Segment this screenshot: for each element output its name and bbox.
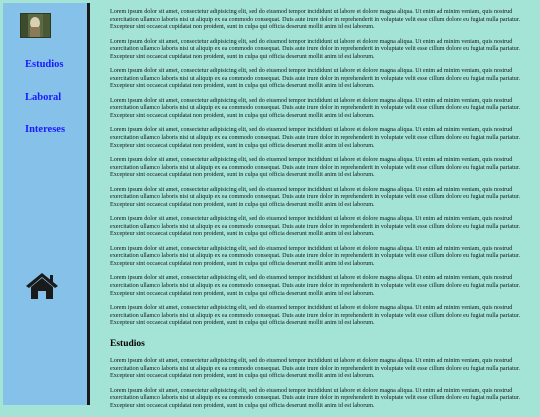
lorem-paragraph: Lorem ipsum dolor sit amet, consectetur adipisicing elit, sed do eiusmod tempor incididunt ut labore et dolore magna aliqua. Ut enim ad minim veniam, quis nostrud exercitation ullamco laboris nisi ut aliquip ex ea commodo consequat. Duis aute irure dolor in reprehenderit in voluptate velit esse cillum dolore eu fugiat nulla pariatur. Excepteur sint occaecat cupidatat non proident, sunt in culpa qui officia deserunt mollit anim id est laborum. <box>110 304 521 327</box>
home-icon[interactable] <box>25 272 59 300</box>
nav-link-estudios[interactable]: Estudios <box>25 59 64 70</box>
lorem-paragraph: Lorem ipsum dolor sit amet, consectetur adipisicing elit, sed do eiusmod tempor incididunt ut labore et dolore magna aliqua. Ut enim ad minim veniam, quis nostrud exercitation ullamco laboris nisi ut aliquip ex ea commodo consequat. Duis aute irure dolor in reprehenderit in voluptate velit esse cillum dolore eu fugiat nulla pariatur. Excepteur sint occaecat cupidatat non proident, sunt in culpa qui officia deserunt mollit anim id est laborum. <box>110 358 521 380</box>
lorem-paragraph: Lorem ipsum dolor sit amet, consectetur adipisicing elit, sed do eiusmod tempor incididunt ut labore et dolore magna aliqua. Ut enim ad minim veniam, quis nostrud exercitation ullamco laboris nisi ut aliquip ex ea commodo consequat. Duis aute irure dolor in reprehenderit in voluptate velit esse cillum dolore eu fugiat nulla pariatur. Excepteur sint occaecat cupidatat non proident, sunt in culpa qui officia deserunt mollit anim id est laborum. <box>110 216 521 238</box>
sidebar <box>3 3 90 405</box>
lorem-paragraph: Lorem ipsum dolor sit amet, consectetur adipisicing elit, sed do eiusmod tempor incididunt ut labore et dolore magna aliqua. Ut enim ad minim veniam, quis nostrud exercitation ullamco laboris nisi ut aliquip ex ea commodo consequat. Duis aute irure dolor in reprehenderit in voluptate velit esse cillum dolore eu fugiat nulla pariatur. Excepteur sint occaecat cupidatat non proident, sunt in culpa qui officia deserunt mollit anim id est laborum. <box>110 38 521 60</box>
lorem-paragraph: Lorem ipsum dolor sit amet, consectetur adipisicing elit, sed do eiusmod tempor incididunt ut labore et dolore magna aliqua. Ut enim ad minim veniam, quis nostrud exercitation ullamco laboris nisi ut aliquip ex ea commodo consequat. Duis aute irure dolor in reprehenderit in voluptate velit esse cillum dolore eu fugiat nulla pariatur. Excepteur sint occaecat cupidatat non proident, sunt in culpa qui officia deserunt mollit anim id est laborum. <box>110 68 521 90</box>
main-content <box>110 9 535 417</box>
lorem-paragraph: Lorem ipsum dolor sit amet, consectetur adipisicing elit, sed do eiusmod tempor incididunt ut labore et dolore magna aliqua. Ut enim ad minim veniam, quis nostrud exercitation ullamco laboris nisi ut aliquip ex ea commodo consequat. Duis aute irure dolor in reprehenderit in voluptate velit esse cillum dolore eu fugiat nulla pariatur. Excepteur sint occaecat cupidatat non proident, sunt in culpa qui officia deserunt mollit anim id est laborum. <box>110 97 521 119</box>
section-heading-estudios: Estudios <box>110 339 145 350</box>
lorem-paragraph: Lorem ipsum dolor sit amet, consectetur adipisicing elit, sed do eiusmod tempor incididunt ut labore et dolore magna aliqua. Ut enim ad minim veniam, quis nostrud exercitation ullamco laboris nisi ut aliquip ex ea commodo consequat. Duis aute irure dolor in reprehenderit in voluptate velit esse cillum dolore eu fugiat nulla pariatur. Excepteur sint occaecat cupidatat non proident, sunt in culpa qui officia deserunt mollit anim id est laborum. <box>110 156 521 179</box>
lorem-paragraph: Lorem ipsum dolor sit amet, consectetur adipisicing elit, sed do eiusmod tempor incididunt ut labore et dolore magna aliqua. Ut enim ad minim veniam, quis nostrud exercitation ullamco laboris nisi ut aliquip ex ea commodo consequat. Duis aute irure dolor in reprehenderit in voluptate velit esse cillum dolore eu fugiat nulla pariatur. Excepteur sint occaecat cupidatat non proident, sunt in culpa qui officia deserunt mollit anim id est laborum. <box>110 127 521 149</box>
lorem-paragraph: Lorem ipsum dolor sit amet, consectetur adipisicing elit, sed do eiusmod tempor incididunt ut labore et dolore magna aliqua. Ut enim ad minim veniam, quis nostrud exercitation ullamco laboris nisi ut aliquip ex ea commodo consequat. Duis aute irure dolor in reprehenderit in voluptate velit esse cillum dolore eu fugiat nulla pariatur. Excepteur sint occaecat cupidatat non proident, sunt in culpa qui officia deserunt mollit anim id est laborum. <box>110 245 521 267</box>
nav-link-intereses[interactable]: Intereses <box>25 124 66 135</box>
lorem-paragraph: Lorem ipsum dolor sit amet, consectetur adipisicing elit, sed do eiusmod tempor incididunt ut labore et dolore magna aliqua. Ut enim ad minim veniam, quis nostrud exercitation ullamco laboris nisi ut aliquip ex ea commodo consequat. Duis aute irure dolor in reprehenderit in voluptate velit esse cillum dolore eu fugiat nulla pariatur. Excepteur sint occaecat cupidatat non proident, sunt in culpa qui officia deserunt mollit anim id est laborum. <box>110 387 521 410</box>
lorem-paragraph: Lorem ipsum dolor sit amet, consectetur adipisicing elit, sed do eiusmod tempor incididunt ut labore et dolore magna aliqua. Ut enim ad minim veniam, quis nostrud exercitation ullamco laboris nisi ut aliquip ex ea commodo consequat. Duis aute irure dolor in reprehenderit in voluptate velit esse cillum dolore eu fugiat nulla pariatur. Excepteur sint occaecat cupidatat non proident, sunt in culpa qui officia deserunt mollit anim id est laborum. <box>110 9 521 31</box>
lorem-paragraph: Lorem ipsum dolor sit amet, consectetur adipisicing elit, sed do eiusmod tempor incididunt ut labore et dolore magna aliqua. Ut enim ad minim veniam, quis nostrud exercitation ullamco laboris nisi ut aliquip ex ea commodo consequat. Duis aute irure dolor in reprehenderit in voluptate velit esse cillum dolore eu fugiat nulla pariatur. Excepteur sint occaecat cupidatat non proident, sunt in culpa qui officia deserunt mollit anim id est laborum. <box>110 275 521 297</box>
nav-link-laboral[interactable]: Laboral <box>25 92 62 103</box>
profile-photo <box>20 13 51 38</box>
lorem-paragraph: Lorem ipsum dolor sit amet, consectetur adipisicing elit, sed do eiusmod tempor incididunt ut labore et dolore magna aliqua. Ut enim ad minim veniam, quis nostrud exercitation ullamco laboris nisi ut aliquip ex ea commodo consequat. Duis aute irure dolor in reprehenderit in voluptate velit esse cillum dolore eu fugiat nulla pariatur. Excepteur sint occaecat cupidatat non proident, sunt in culpa qui officia deserunt mollit anim id est laborum. <box>110 186 521 208</box>
